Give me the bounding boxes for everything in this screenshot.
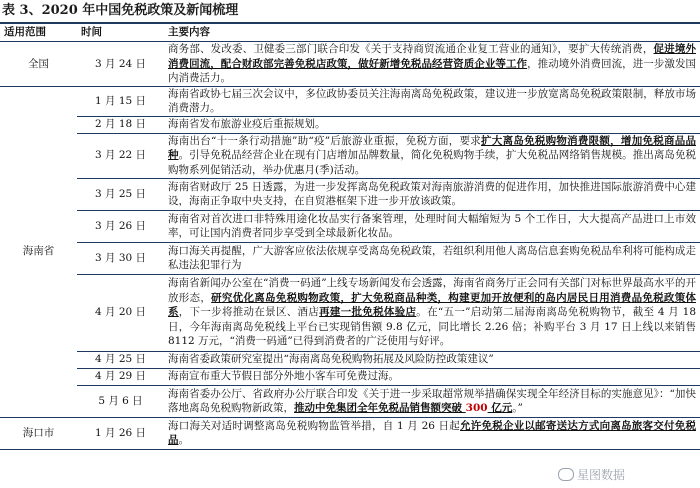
table-row [0,417,700,449]
content-text: 海南省新闻办公室在“消费一码通”上线专场新闻发布会透露，海南省商务厅正会同有关部门对标世界最高水平的开放形态， [168,277,696,304]
date-cell: 3 月 25 日 [77,178,164,210]
header-time: 时间 [77,24,164,42]
content-cell [164,385,700,417]
table-row [0,86,700,116]
header-content: 主要内容 [164,24,700,42]
highlight-text: 允许免税企业以邮寄送达方式向离岛旅客交付免税品 [168,419,696,446]
date-cell: 1 月 26 日 [77,417,164,449]
highlight-text: 推动中免集团全年免税品销售额突破 [294,402,466,414]
watermark [558,466,625,483]
highlight-text: 亿元 [487,402,513,414]
date-cell: 3 月 26 日 [77,210,164,242]
date-cell: 4 月 20 日 [77,274,164,351]
table-row [0,178,700,210]
table-row [0,274,700,351]
content-cell [164,178,700,210]
content-cell [164,417,700,449]
content-cell [164,86,700,116]
header-row [0,24,700,42]
content-text: ，推动境外消费回流，进一步激发国内消费活力。 [168,57,697,84]
content-text: 海南省政协七届三次会议中，多位政协委员关注海南离岛免税政策，建议进一步放宽离岛免税政策限制，释放市场消费潜力。 [168,87,696,114]
content-cell [164,133,700,178]
content-cell [164,368,700,385]
content-text: 海南宣布重大节假日部分外地小客车可免费过海。 [168,370,399,383]
table-row [0,210,700,242]
content-text: 商务部、发改委、卫健委三部门联合印发《关于支持商贸流通企业复工营业的通知》，要扩大传统消费， [168,43,654,55]
watermark-text: 星图数据 [577,468,626,482]
scope-cell: 全国 [0,42,77,87]
table-row [0,385,700,417]
date-cell: 4 月 25 日 [77,351,164,368]
table-row [0,133,700,178]
content-cell [164,210,700,242]
content-text: ，下一步将推动在景区、酒店 [178,306,320,319]
content-text: 海南省发布旅游业疫后重振规划。 [168,118,326,131]
content-text: 。引导免税品经营企业在现有门店增加品牌数量，简化免税购物手续，扩大免税品网络销售规模。推出离岛免税购物系列促销活动，举办优惠月(季)活动。 [168,149,696,176]
content-cell [164,242,700,274]
highlight-number: 300 [465,402,488,414]
date-cell: 5 月 6 日 [77,385,164,417]
content-cell [164,274,700,351]
content-text: 。在“五一”启动第二届海南离岛免税购物节，截至 4 月 18 日，今年海南离岛免税线上平台已实现销售额 9.8 亿元，同比增长 2.26 倍；补购平台 3 月 17 日上线以来销售 8112 万元，“消费一码通”已得到消费者的广泛使用与好评。 [168,306,697,348]
table-row [0,116,700,133]
header-scope: 适用范围 [0,24,77,42]
content-text: 海口海关再提醒，广大游客应依法依规享受离岛免税政策，若组织利用他人离岛信息套购免税品牟利将可能构成走私违法犯罪行为 [168,244,696,271]
table-row [0,368,700,385]
date-cell: 3 月 24 日 [77,42,164,87]
content-text: 海南省财政厅 25 日透露，为进一步发挥离岛免税政策对海南旅游消费的促进作用，加快推进国际旅游消费中心建设，海南正争取中央支持，在自贸港框架下进一步开放该政策。 [168,180,696,207]
date-cell: 3 月 30 日 [77,242,164,274]
table-row [0,242,700,274]
scope-cell: 海南省 [0,86,77,417]
content-text: 。” [512,402,523,414]
content-text: 海南省委政策研究室提出“海南离岛免税购物拓展及风险防控政策建议” [168,353,494,366]
content-text: 。 [178,434,189,446]
policy-table [0,24,700,450]
date-cell: 2 月 18 日 [77,116,164,133]
highlight-text: 扩大离岛免税购物消费限额，增加免税商品品种 [168,134,696,162]
date-cell: 4 月 29 日 [77,368,164,385]
content-text: 海南省委办公厅、省政府办公厅联合印发《关于进一步采取超常规举措确保实现全年经济目标的实施意见》：“加快落地离岛免税购物新政策， [168,387,696,414]
content-cell [164,116,700,133]
table-row [0,351,700,368]
content-cell [164,351,700,368]
highlight-text: 研究优化离岛免税购物政策，扩大免税商品种类，构建更加开放便利的岛内居民日用消费品免税政策体系 [168,291,696,319]
content-cell [164,42,700,87]
highlight-text: 再建一批免税体验店 [319,306,417,319]
table-row [0,42,700,87]
table-title: 表 3、2020 年中国免税政策及新闻梳理 [2,3,239,18]
highlight-text: 促进境外消费回流，配合财政部完善免税店政策，做好新增免税品经营资质企业等工作 [168,43,697,70]
content-text: 海南出台“十一条行动措施”助“疫”后旅游业重振，免税方面，要求 [168,134,482,147]
date-cell: 3 月 22 日 [77,133,164,178]
wechat-icon [558,468,574,481]
date-cell: 1 月 15 日 [94,94,147,107]
content-text: 海南省对首次进口非特殊用途化妆品实行备案管理，处理时间大幅缩短为 5 个工作日，大大提高产品进口上市效率，可让国内消费者同步享受到全球最新化妆品。 [168,212,696,239]
scope-cell: 海口市 [0,417,77,449]
content-text: 海口海关对适时调整离岛免税购物监管举措，自 1 月 26 日起 [168,419,461,432]
